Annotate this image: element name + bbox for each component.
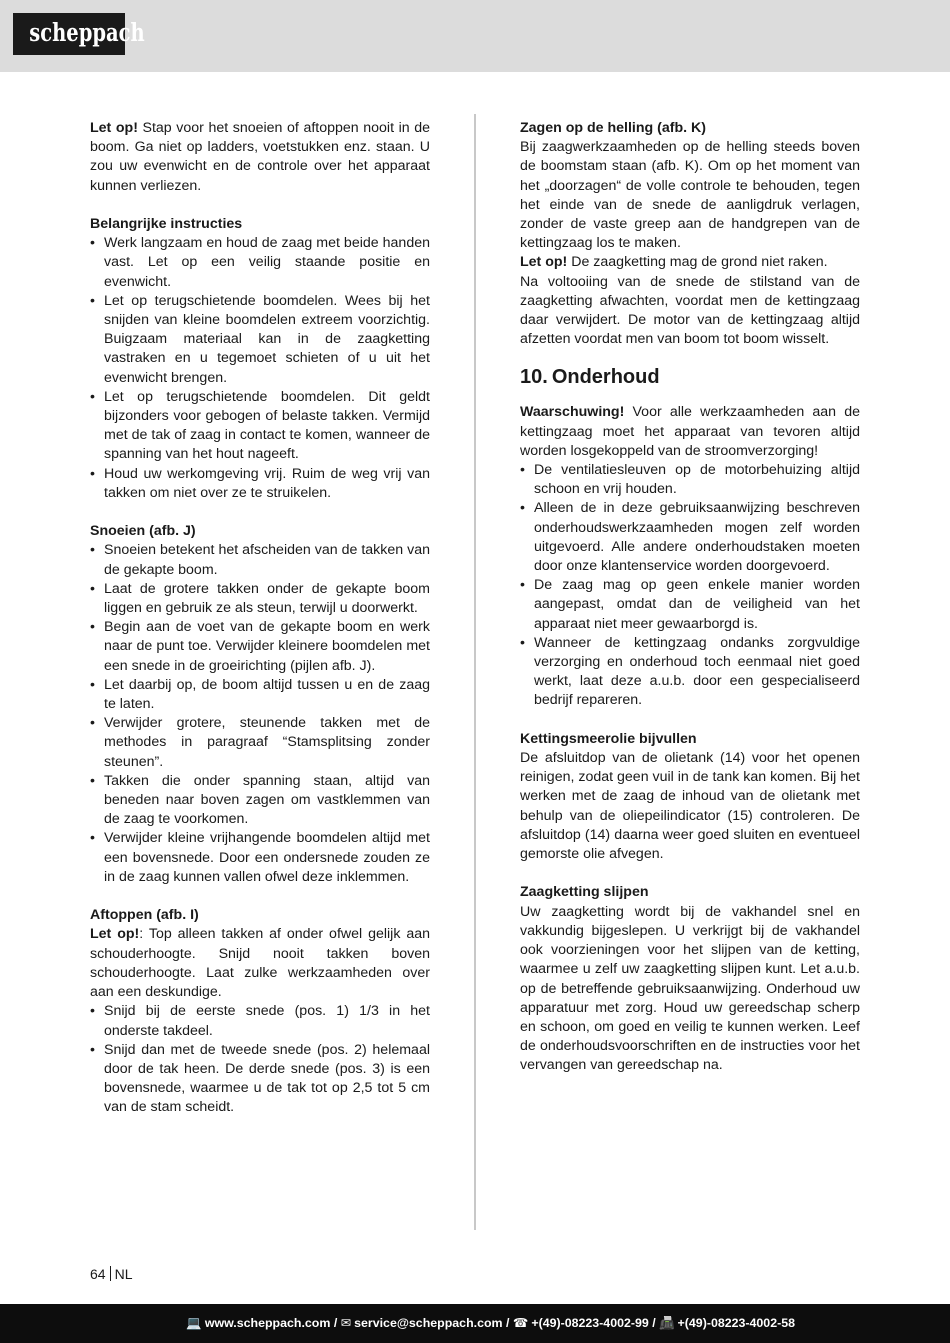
page-number xyxy=(90,1265,132,1283)
slijpen-text: Uw zaagketting wordt bij de vakhandel snel en vakkundig bijgeslepen. U verkrijgt bij de vakhandel ook voorzieningen voor het slijpen van de ketting, waarmee u zelf uw zaagketting slijpen kunt. Let a.u.b. op de betreffende gebruiksaanwijzing. Onderhoud uw apparatuur met zorg. Houd uw gereedschap scherp en schoon, om goed en veilig te kunnen werken. Leef de onderhoudsvoorschriften en de instructies voor het vervangen van gereedschap na. xyxy=(520,903,860,1074)
right-column xyxy=(520,119,860,1076)
list-item: • Takken die onder spanning staan, altijd van beneden naar boven zagen om vastklemmen van de zaag te voorkomen. xyxy=(90,772,430,830)
footer-bar xyxy=(0,1304,950,1343)
list-item: • Alleen de in deze gebruiksaanwijzing beschreven onderhoudswerkzaamheden mogen zelf worden uitgevoerd. Alle andere onderhoudstaken moeten door onze klantenservice worden doorgevoerd. xyxy=(520,499,860,576)
phone-number[interactable]: +(49)-08223-4002-99 xyxy=(531,1316,649,1330)
aftoppen-heading: Aftoppen (afb. I) xyxy=(90,907,199,924)
aftoppen-warning-label: Let op! xyxy=(90,926,140,943)
fax-icon: 📠 xyxy=(659,1316,675,1330)
fax-number: +(49)-08223-4002-58 xyxy=(677,1316,795,1330)
aftoppen-warning xyxy=(90,925,430,1002)
left-column xyxy=(90,119,430,1118)
brand-logo[interactable] xyxy=(13,13,145,55)
helling-warning-label: Let op! xyxy=(520,254,568,271)
footer-separator: / xyxy=(330,1316,341,1330)
helling-warning-text: De zaagketting mag de grond niet raken. xyxy=(567,254,828,271)
list-item: • Snoeien betekent het afscheiden van de takken van de gekapte boom. xyxy=(90,541,430,579)
slijpen-heading: Zaagketting slijpen xyxy=(520,884,649,901)
intro-warning-text: Stap voor het snoeien of aftoppen nooit in de boom. Ga niet op ladders, voetstukken enz. staan. U zou uw evenwicht en de controle over het apparaat kunnen verliezen. xyxy=(90,120,431,194)
mail-icon: ✉ xyxy=(340,1316,352,1330)
brand-logo-text: scheppach xyxy=(29,18,145,47)
section-number: 10. xyxy=(520,366,548,389)
section-title-text: Onderhoud xyxy=(551,366,660,389)
helling-warning xyxy=(520,253,860,272)
onderhoud-list xyxy=(520,461,860,711)
instructions-list xyxy=(90,234,430,503)
olie-text: De afsluitdop van de olietank (14) voor het openen reinigen, zodat geen vuil in de tank kan komen. Bij het werken met de zaag de inhoud van de olietank met behulp van de oliepeilindicator (15) controleren. De afsluitdop (14) daarna weer goed sluiten en eventueel gemorste olie afvegen. xyxy=(520,750,860,863)
column-divider xyxy=(474,114,476,1230)
maintenance-warning-label: Waarschuwing! xyxy=(520,404,625,421)
list-item: • Snijd dan met de tweede snede (pos. 2) helemaal door de tak heen. De derde snede (pos. 3) is een bovensnede, waarmee u de tak tot op 2,5 tot 5 cm van de stam scheidt. xyxy=(90,1041,430,1118)
phone-icon: ☎ xyxy=(512,1316,529,1330)
snoeien-list xyxy=(90,541,430,887)
section-title xyxy=(520,365,860,389)
list-item: • De zaag mag op geen enkele manier worden aangepast, omdat dan de veiligheid van het apparaat niet meer gewaarborgd is. xyxy=(520,576,860,634)
list-item: • Let daarbij op, de boom altijd tussen u en de zaag te laten. xyxy=(90,676,430,714)
maintenance-warning-text: Voor alle werkzaamheden aan de kettingzaag moet het apparaat van tevoren altijd worden losgekoppeld van de stroomverzorging! xyxy=(520,404,860,459)
list-item: • Snijd bij de eerste snede (pos. 1) 1/3 in het onderste takdeel. xyxy=(90,1002,430,1040)
footer-separator: / xyxy=(502,1316,513,1330)
computer-icon: 💻 xyxy=(186,1316,202,1330)
list-item: • De ventilatiesleuven op de motorbehuizing altijd schoon en vrij houden. xyxy=(520,461,860,499)
helling-text: Bij zaagwerkzaamheden op de helling steeds boven de boomstam staan (afb. K). Om op het moment van het „doorzagen“ de volle controle te behouden, tegen het einde van de snede de aanligdruk verlagen, zonder de vaste greep aan de handgrepen van de kettingzaag los te maken. xyxy=(520,139,860,252)
list-item: • Laat de grotere takken onder de gekapte boom liggen en gebruik ze als steun, terwijl u doorwerkt. xyxy=(90,580,430,618)
list-item: • Let op terugschietende boomdelen. Wees bij het snijden van kleine boomdelen extreem voorzichtig. Buigzaam materiaal kan in de zaagketting vastraken en u tegemoet schieten of u uit het evenwicht brengen. xyxy=(90,292,430,388)
olie-heading: Kettingsmeerolie bijvullen xyxy=(520,730,697,747)
maintenance-warning xyxy=(520,403,860,461)
intro-warning-label: Let op! xyxy=(90,120,138,136)
list-item: • Let op terugschietende boomdelen. Dit geldt bijzonders voor gebogen of belaste takken. Vermijd met de tak of zaag in contact te komen, wanneer de spanning van het hout nageeft. xyxy=(90,388,430,465)
list-item: • Wanneer de kettingzaag ondanks zorgvuldige verzorging en onderhoud toch eenmaal niet goed werkt, laat deze a.u.b. door een gespecialiseerd bedrijf repareren. xyxy=(520,634,860,711)
aftoppen-warning-text: : Top alleen takken af onder ofwel gelijk aan schouderhoogte. Snijd nooit takken boven schouderhoogte. Laat zulke werkzaamheden over aan een deskundige. xyxy=(90,926,430,1001)
aftoppen-list xyxy=(90,1002,430,1117)
list-item: • Verwijder kleine vrijhangende boomdelen altijd met een bovensnede. Door een ondersnede zouden ze in de zaag kunnen vallen ofwel deze inklemmen. xyxy=(90,829,430,887)
list-item: • Begin aan de voet van de gekapte boom en werk naar de punt toe. Verwijder kleinere boomdelen met een snede in de groeirichting (pijlen afb. J). xyxy=(90,618,430,676)
instructions-heading: Belangrijke instructies xyxy=(90,216,243,232)
header-bar xyxy=(0,0,950,72)
helling-text-2: Na voltooiing van de snede de stilstand van de zaagketting afwachten, voordat men de kettingzaag daar verwijdert. De motor van de kettingzaag altijd afzetten voordat men van boom tot boom wisselt. xyxy=(520,273,860,348)
email-link[interactable]: service@scheppach.com xyxy=(354,1316,503,1330)
list-item: • Verwijder grotere, steunende takken met de methodes in paragraaf “Stamsplitsing zonder steunen”. xyxy=(90,714,430,772)
helling-heading: Zagen op de helling (afb. K) xyxy=(520,120,707,136)
snoeien-heading: Snoeien (afb. J) xyxy=(90,523,196,540)
page-language: NL xyxy=(114,1266,133,1282)
footer-separator: / xyxy=(648,1316,660,1330)
list-item: • Werk langzaam en houd de zaag met beide handen vast. Let op een veilig staande positie en evenwicht. xyxy=(90,234,430,292)
page-number-value: 64 xyxy=(90,1266,106,1282)
website-link[interactable]: www.scheppach.com xyxy=(204,1316,331,1330)
page-number-divider xyxy=(110,1266,111,1281)
intro-warning xyxy=(90,119,430,196)
list-item: • Houd uw werkomgeving vrij. Ruim de weg vrij van takken om niet over ze te struikelen. xyxy=(90,465,430,503)
